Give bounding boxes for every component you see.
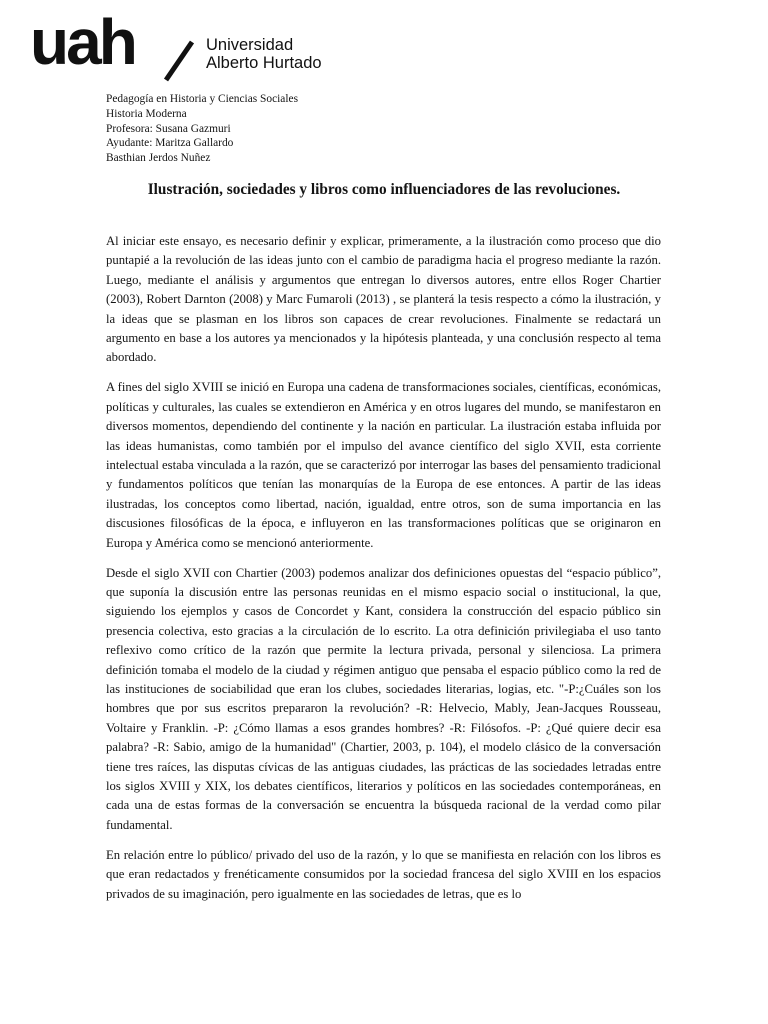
essay-body	[106, 232, 661, 914]
assistant-line: Ayudante: Maritza Gallardo	[106, 137, 234, 150]
author-line: Basthian Jerdos Nuñez	[106, 152, 211, 165]
university-name	[206, 36, 322, 72]
logo-mark: uah	[30, 6, 135, 78]
university-name-line-1: Universidad	[206, 36, 294, 54]
program-line: Pedagogía en Historia y Ciencias Sociales	[106, 93, 299, 105]
essay-title: Ilustración, sociedades y libros como influenciadores de las revoluciones.	[147, 181, 621, 198]
professor-line: Profesora: Susana Gazmuri	[106, 122, 231, 135]
paragraph: A fines del siglo XVIII se inició en Europa una cadena de transformaciones sociales, científicas, económicas, políticas y culturales, las cuales se extendieron en América y en otros lugares del mundo, se manifestaron en diversos momentos, dependiendo del continente y la nación en particular. La ilustración estaba influida por las ideas humanistas, como también por el impulso del avance científico del siglo XVII, esta corriente intelectual estaba vinculada a la razón, que se caracterizó por interrogar las bases del pensamiento tradicional y fundamentos políticos que tenían las monarquías de la Europa de ese entonces. A partir de las ideas ilustradas, los conceptos como libertad, nación, igualdad, entre otros, son de suma importancia en las discusiones filosóficas de la época, e influyeron en las transformaciones políticas que se originaron en Europa y América como se mencionó anteriormente.	[106, 380, 661, 550]
course-line: Historia Moderna	[106, 107, 187, 120]
university-name-line-2: Alberto Hurtado	[206, 54, 322, 72]
paragraph: En relación entre lo público/ privado del uso de la razón, y lo que se manifiesta en relación con los libros es que eran redactados y frenéticamente consumidos por la sociedad francesa del siglo XVIII en los espacios privados de su imaginación, pero igualmente en las sociedades de letras, que es lo	[106, 847, 661, 901]
paragraph: Desde el siglo XVII con Chartier (2003) podemos analizar dos definiciones opuestas del “espacio público”, que suponía la discusión entre las personas reunidas en el mismo espacio social o institucional, la que, siguiendo los ejemplos y casos de Concordet y Kant, considera la construcción del espacio público sin presencia colectiva, esto gracias a la circulación de lo escrito. La otra definición privilegiaba el uso tanto reflexivo como crítico de la razón que permite la lectura privada, personal y silenciosa. La primera definición tomaba el modelo de la ciudad y régimen antiguo que pensaba el espacio público como la red de las instituciones de sociabilidad que eran los clubes, sociedades literarias, logias, etc. "-P:¿Cuáles son los hombres que por sus escritos prepararon la revolución? -R: Helvecio, Mably, Jean-Jacques Rousseau, Voltaire y Franklin. -P: ¿Cómo llamas a esos grandes hombres? -R: Filósofos. -P: ¿Qué quiere decir esa palabra? -R: Sabio, amigo de la humanidad" (Chartier, 2003, p. 104), el modelo clásico de la conversación tiene tres raíces, las disputas cívicas de las antiguas ciudades, las prácticas de las sociedades letradas entre los siglos XVIII y XIX, los debates científicos, literarios y políticos en las sociedades contemporáneas, en cada una de estas formas de la conversación se encuentra la búsqueda racional de la verdad como pilar fundamental.	[106, 565, 661, 832]
logo-slash-icon	[162, 40, 196, 82]
paragraph: Al iniciar este ensayo, es necesario definir y explicar, primeramente, a la ilustración como proceso que dio puntapié a la revolución de las ideas junto con el cambio de paradigma hacia el progreso mediante la razón. Luego, mediante el análisis y argumentos que entregan lo diversos autores, entre ellos Roger Chartier (2003), Robert Darnton (2008) y Marc Fumaroli (2013) , se planterá la tesis respecto a cómo la ilustración, y la ideas que se plasman en los libros son capaces de crear revoluciones. Finalmente se redactará un argumento en base a los autores ya mencionados y la hipótesis planteada, y una conclusión respecto al tema abordado.	[106, 234, 661, 365]
course-info	[106, 92, 298, 166]
